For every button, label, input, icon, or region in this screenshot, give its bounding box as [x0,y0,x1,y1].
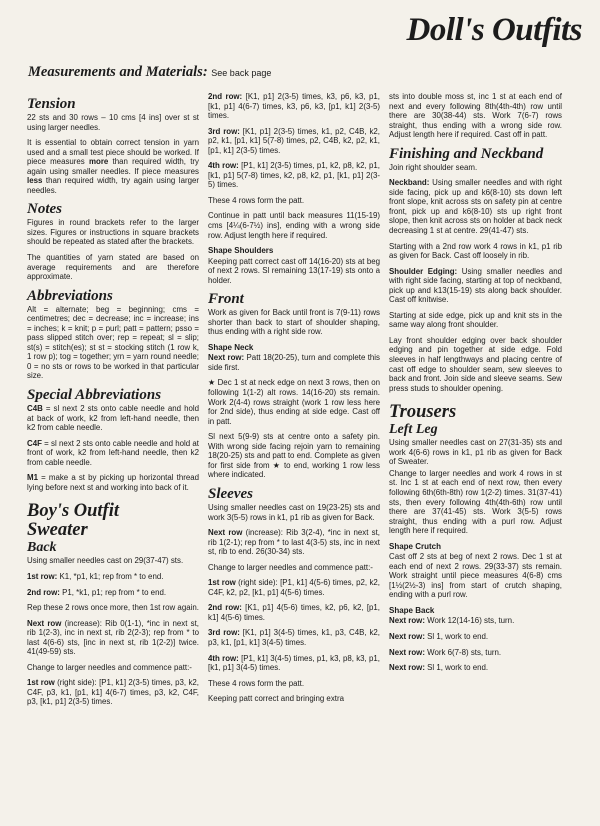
patt-row-4: 4th row: [P1, k1] 2(3-5) times, p1, k2, p8, k2, p1, [k1, p1] 5(7-8) times, k2, p8, k2, p1, [k1, p1] 2(3-5) times. [208,161,380,190]
special-abbreviations-heading: Special Abbreviations [27,387,162,404]
back-row-2: 2nd row: P1, *k1, p1; rep from * to end. [27,587,167,597]
neck-second-side: Sl next 5(9-9) sts at centre onto a safety pin. With wrong side facing rejoin yarn to remaining 18(20-25) sts and patt to end. Complete as given for first side from ★ to end, working 1 row less where indicated. [208,432,380,480]
sleeves-continue: sts into double moss st, inc 1 st at each end of next and every following 8th(4th-4th) row until there are 30(38-44) sts. Work 7(6-7) rows straight, thus ending with a wrong side row. Adjust length here if required. Cast off in patt. [389,92,562,140]
trousers-heading: Trousers [389,402,457,423]
column-1 [27,92,199,713]
back-continue: Continue in patt until back measures 11(15-19) cms [4¼(6-7½) ins], ending with a wrong side row. Adjust length here if required. [208,211,380,240]
sleeves-increase-row: Next row (increase): Rib 3(2-4), *inc in next st, rib 1(2-1); rep from * to last 4(3-5) sts, inc in next st, rib to end. 26(30-34) sts. [208,528,381,557]
patt-row-3: 3rd row: [K1, p1] 2(3-5) times, k1, p2, C4B, k2, p2, k1, [p1, k1] 5(7-8) times, p2, C4B, k2, p2, k1, [p1, k1] 2(3-5) times. [208,126,380,155]
sweater-heading: Sweater [27,520,88,541]
finishing-heading: Finishing and Neckband [389,145,544,162]
left-leg-heading: Left Leg [389,422,438,438]
neckband-rib: Starting with a 2nd row work 4 rows in k1, p1 rib as given for Back. Cast off loosely in rib. [389,241,562,261]
m1-definition: M1 = make a st by picking up horizontal thread lying before next st and working into back of it. [27,473,199,492]
shape-shoulders-text: Keeping patt correct cast off 14(16-20) sts at beg of next 2 rows. Sl remaining 13(17-19) sts onto a holder. [208,256,380,285]
shape-neck-text: Next row: Patt 18(20-25), turn and complete this side first. [208,353,381,372]
left-leg-cast-on: Using smaller needles cast on 27(31-35) sts and work 4(6-6) rows in k1, p1 rib as given for Back of Sweater. [389,438,562,467]
back-patt-row-1: 1st row (right side): [P1, k1] 2(3-5) times, p3, k2, C4F, p3, k1, [p1, k1] 4(6-7) times, p3, k2, C4F, p3, [k1, p1] 2(3-5) times. [27,678,199,707]
patt-summary: These 4 rows form the patt. [208,195,305,205]
abbreviations-heading: Abbreviations [27,287,113,304]
shape-back-row-4: Next row: Sl 1, work to end. [389,663,489,673]
measurements-note: See back page [211,68,272,78]
tension-advice: It is essential to obtain correct tension in yarn used and a small test piece should be worked. If piece measures more than required width, try again using smaller needles. If piece measures less than required width, try again using larger needles. [27,138,199,195]
shape-shoulders-heading: Shape Shoulders [208,246,274,256]
c4b-definition: C4B = sl next 2 sts onto cable needle and hold at back of work, k2 from left-hand needle, then k2 from cable needle. [27,404,199,433]
shape-back-heading: Shape Back [389,605,435,615]
back-increase-row: Next row (increase): Rib 0(1-1), *inc in next st, rib 1(2-3), inc in next st, rib 2(2-3); rep from * to last 4(6-6) sts, [inc in next st, rib 1(2-2)] twice. 41(49-59) sts. [27,618,200,657]
shape-crutch-heading: Shape Crutch [389,541,442,551]
abbreviations-text: Alt = alternate; beg = beginning; cms = centimetres; dec = decrease; inc = increase; ins = inches; k = knit; p = purl; patt = pattern; psso = pass slipped stitch over; rep = repeat; sl = slip; st(s) = stitch(es); st st = stocking stitch (1 row k, 1 row p); tog = together; yrn = yarn round needle; 0 = no sts or rows to be worked in that particular size. [27,304,199,381]
back-heading: Back [27,540,57,556]
notes-text-2: The quantities of yarn stated are based on average requirements and are therefore approximate. [27,253,199,282]
back-change-needles: Change to larger needles and commence patt:- [27,662,192,672]
sleeves-heading: Sleeves [208,485,253,502]
page-title: Doll's Outfits [406,12,582,48]
shape-neck-heading: Shape Neck [208,342,254,352]
neckband-text: Neckband: Using smaller needles and with right side facing, pick up and k6(8-10) sts down left front slope, knit across sts on safety pin at centre front, pick up and k6(8-10) sts up right front slope, then knit across sts on holder at back neck decreasing 1 st at centre. 29(41-47) sts. [389,178,562,236]
notes-text-1: Figures in round brackets refer to the larger sizes. Figures or instructions in square brackets should be repeated as stated after the brackets. [27,218,199,247]
column-3 [389,92,562,679]
assembly-text: Lay front shoulder edging over back shoulder edging and pin together at side edge. Fold sleeves in half lengthways and placing centre of cast off edge to shoulder seam, sew sleeves to back and front. Join side and sleeve seams. Sew press studs to shoulder opening. [389,335,562,393]
sleeves-cast-on: Using smaller needles cast on 19(23-25) sts and work 3(5-5) rows in k1, p1 rib as given for Back. [208,502,380,522]
tension-text: 22 sts and 30 rows – 10 cms [4 ins] over st st using larger needles. [27,113,199,132]
column-2 [208,92,380,710]
notes-heading: Notes [27,201,62,218]
back-repeat: Rep these 2 rows once more, then 1st row again. [27,603,199,613]
front-heading: Front [208,291,244,308]
left-leg-change: Change to larger needles and work 4 rows in st st. Inc 1 st at each end of next row, then every following 6th(6th-8th) row 1(2-2) times. 31(37-41) sts, then every following 4th(4th-6th) row until there are 37(41-45) sts. Work 3(5-5) rows straight, thus ending with a purl row. Adjust length here if required. [389,468,562,536]
shape-back-row-1: Next row: Work 12(14-16) sts, turn. [389,616,515,626]
front-text: Work as given for Back until front is 7(9-11) rows shorter than back to start of shoulder shaping, thus ending with a right side row. [208,308,380,337]
shape-back-row-2: Next row: Sl 1, work to end. [389,631,489,641]
sleeves-row-3: 3rd row: [K1, p1] 3(4-5) times, k1, p3, C4B, k2, p3, k1, [p1, k1] 3(4-5) times. [208,628,380,647]
measurements-heading [28,64,271,81]
sleeves-patt-summary: These 4 rows form the patt. [208,678,305,688]
shape-crutch-text: Cast off 2 sts at beg of next 2 rows. Dec 1 st at each end of next 2 rows. 29(33-37) sts remain. Work straight until piece measures 4(6-8) cms [1½(2½-3) ins] from start of crutch shaping, ending with a purl row. [389,552,562,600]
patt-row-2: 2nd row: [K1, p1] 2(3-5) times, k3, p6, k3, p1, [k1, p1] 4(6-7) times, k3, p6, k3, [p1, k1] 2(3-5) times. [208,92,380,121]
sleeves-row-2: 2nd row: [K1, p1] 4(5-6) times, k2, p6, k2, [p1, k1] 4(5-6) times. [208,603,380,622]
sleeves-change-needles: Change to larger needles and commence patt:- [208,562,373,572]
back-row-1: 1st row: K1, *p1, k1; rep from * to end. [27,571,164,581]
shoulder-edging-text: Shoulder Edging: Using smaller needles and with right side facing, starting at top of neckband, pick up and k13(15-19) sts along back shoulder. Cast off knitwise. [389,266,562,305]
c4f-definition: C4F = sl next 2 sts onto cable needle and hold at front of work, k2 from left-hand needle, then k2 from cable needle. [27,438,199,467]
neck-decrease-text: ★ Dec 1 st at neck edge on next 3 rows, then on following 1(1-2) alt rows. 14(16-20) sts remain. Work 2(4-4) rows straight (work 1 row less here for 2nd side), thus ending at side edge. Cast off in patt. [208,378,380,426]
sleeves-row-1: 1st row (right side): [P1, k1] 4(5-6) times, p2, k2, C4F, k2, p2, [k1, p1] 4(5-6) times. [208,578,380,597]
tension-heading: Tension [27,96,76,112]
measurements-label: Measurements and Materials: [28,64,208,80]
finishing-text: Join right shoulder seam. [389,162,478,172]
shape-back-row-3: Next row: Work 6(7-8) sts, turn. [389,647,502,657]
sleeves-keep-patt: Keeping patt correct and bringing extra [208,694,344,704]
sleeves-row-4: 4th row: [P1, k1] 3(4-5) times, p1, k3, p8, k3, p1, [k1, p1] 3(4-5) times. [208,653,380,673]
boys-outfit-heading: Boy's Outfit [27,501,119,522]
front-shoulder-text: Starting at side edge, pick up and knit sts in the same way along front shoulder. [389,310,562,330]
back-cast-on: Using smaller needles cast on 29(37-47) sts. [27,556,184,566]
